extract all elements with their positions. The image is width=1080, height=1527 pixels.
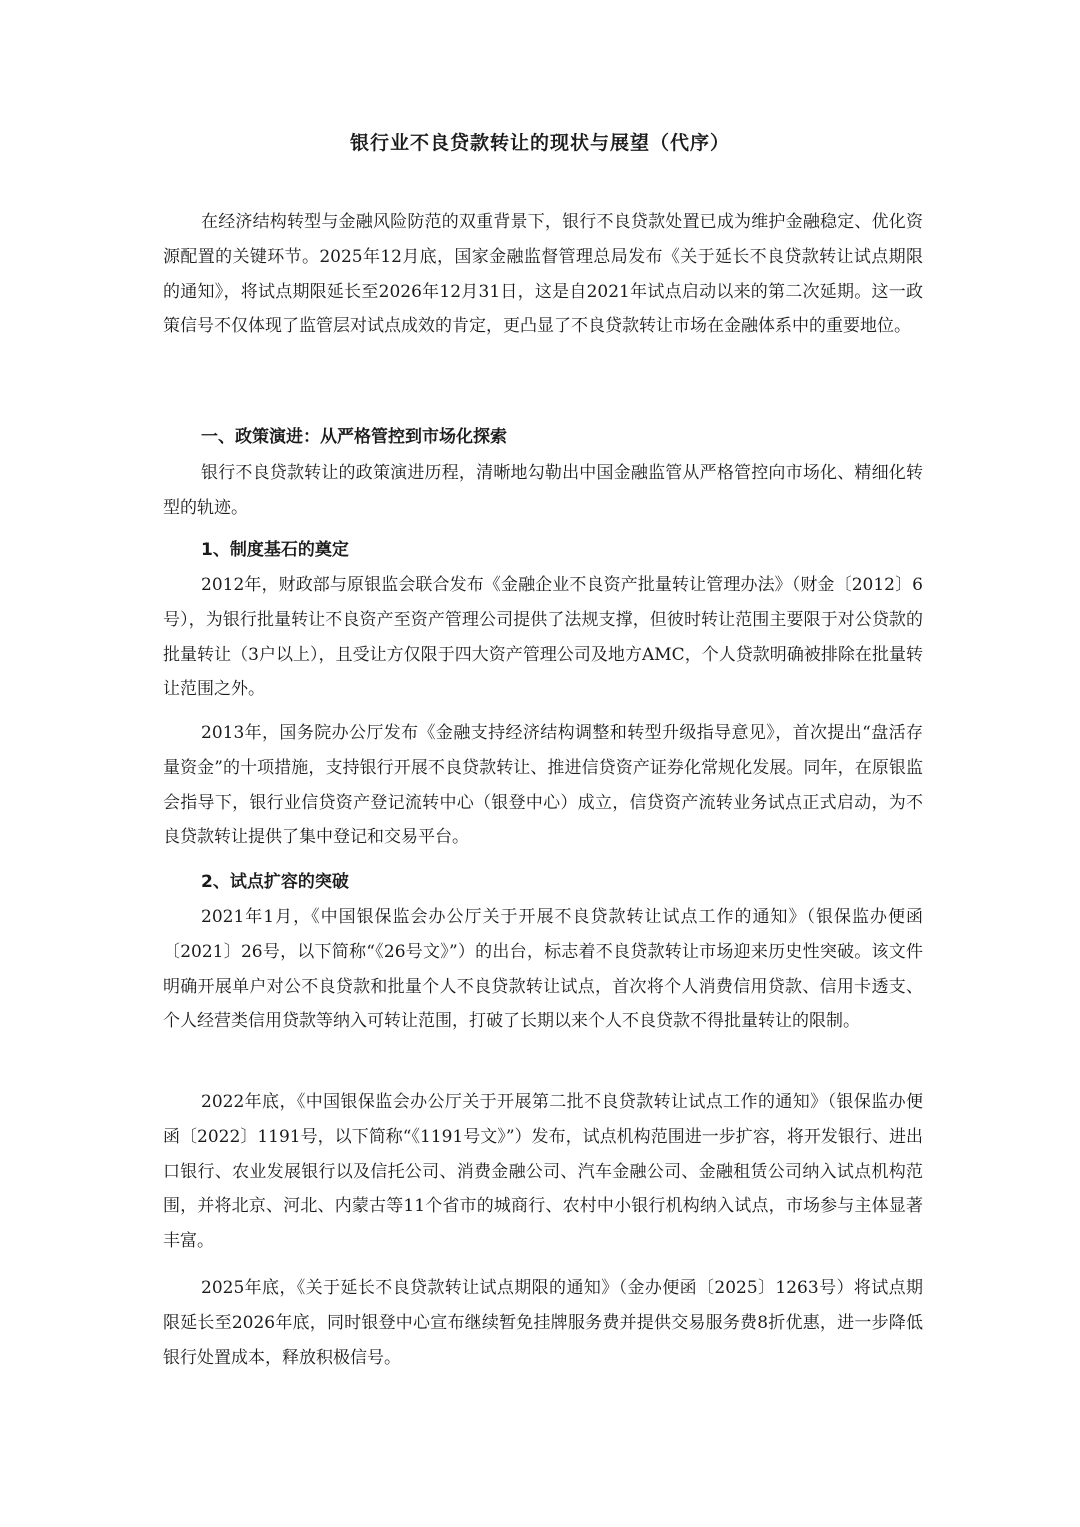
- paragraph-2022: 2022年底，《中国银保监会办公厅关于开展第二批不良贷款转让试点工作的通知》（银保监办便函〔2022〕1191号，以下简称“《1191号文》”）发布，试点机构范围进一步扩容，将开发银行、进出口银行、农业发展银行以及信托公司、消费金融公司、汽车金融公司、金融租赁公司纳入试点机构范围，并将北京、河北、内蒙古等11个省市的城商行、农村中小银行机构纳入试点，市场参与主体显著丰富。: [163, 1092, 923, 1252]
- paragraph-2013: 2013年，国务院办公厅发布《金融支持经济结构调整和转型升级指导意见》，首次提出“盘活存量资金”的十项措施，支持银行开展不良贷款转让、推进信贷资产证券化常规化发展。同年，在原银监会指导下，银行业信贷资产登记流转中心（银登中心）成立，信贷资产流转业务试点正式启动，为不良贷款转让提供了集中登记和交易平台。: [163, 723, 923, 848]
- paragraph-2012: 2012年，财政部与原银监会联合发布《金融企业不良资产批量转让管理办法》（财金〔2012〕6号），为银行批量转让不良资产至资产管理公司提供了法规支撑，但彼时转让范围主要限于对公贷款的批量转让（3户以上），且受让方仅限于四大资产管理公司及地方AMC，个人贷款明确被排除在批量转让范围之外。: [163, 575, 923, 700]
- paragraph-2025: 2025年底，《关于延长不良贷款转让试点期限的通知》（金办便函〔2025〕1263号）将试点期限延长至2026年底，同时银登中心宣布继续暂免挂牌服务费并提供交易服务费8折优惠，进一步降低银行处置成本，释放积极信号。: [163, 1278, 923, 1368]
- paragraph-2021: 2021年1月，《中国银保监会办公厅关于开展不良贷款转让试点工作的通知》（银保监办便函〔2021〕26号，以下简称“《26号文》”）的出台，标志着不良贷款转让市场迎来历史性突破。该文件明确开展单户对公不良贷款和批量个人不良贷款转让试点，首次将个人消费信用贷款、信用卡透支、个人经营类信用贷款等纳入可转让范围，打破了长期以来个人不良贷款不得批量转让的限制。: [163, 907, 923, 1032]
- page-title: 银行业不良贷款转让的现状与展望（代序）: [349, 132, 730, 154]
- section-intro-paragraph: 银行不良贷款转让的政策演进历程，清晰地勾勒出中国金融监管从严格管控向市场化、精细化转型的轨迹。: [163, 463, 923, 518]
- subsection-heading-foundation: 1、制度基石的奠定: [201, 540, 349, 560]
- intro-paragraph: 在经济结构转型与金融风险防范的双重背景下，银行不良贷款处置已成为维护金融稳定、优化资源配置的关键环节。2025年12月底，国家金融监督管理总局发布《关于延长不良贷款转让试点期限的通知》，将试点期限延长至2026年12月31日，这是自2021年试点启动以来的第二次延期。这一政策信号不仅体现了监管层对试点成效的肯定，更凸显了不良贷款转让市场在金融体系中的重要地位。: [163, 212, 923, 337]
- subsection-heading-expansion: 2、试点扩容的突破: [201, 872, 349, 892]
- section-heading-policy-evolution: 一、政策演进：从严格管控到市场化探索: [201, 427, 507, 447]
